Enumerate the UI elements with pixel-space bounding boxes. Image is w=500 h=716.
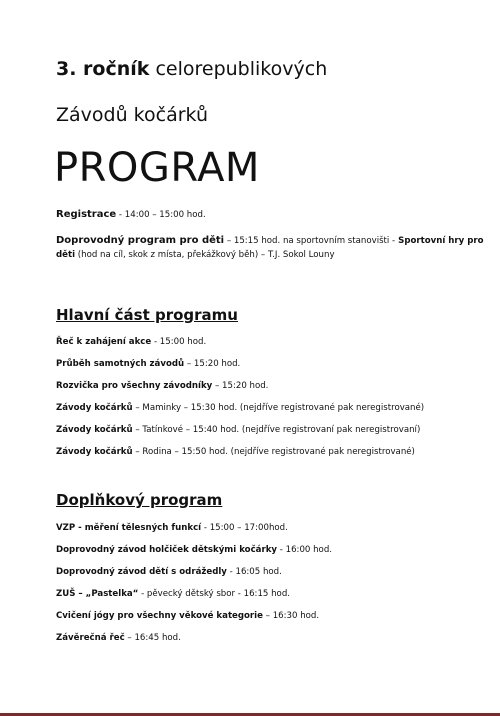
supporting-label: Doprovodný program pro děti: [56, 235, 225, 246]
supporting-games: Sportovní hry pro: [395, 236, 484, 246]
list-item: [56, 381, 268, 391]
item-label: ZUŠ – „Pastelka“: [56, 589, 139, 599]
item-text: – 16:45 hod.: [124, 633, 181, 643]
item-label: VZP - měření tělesných funkcí: [56, 523, 202, 533]
registration-line: [56, 209, 206, 220]
supporting-line2-rest: (hod na cíl, skok z místa, překážkový běh) – T.J. Sokol Louny: [75, 250, 335, 260]
item-label: Řeč k zahájení akce: [56, 337, 152, 347]
item-text: - 15:00 hod.: [151, 337, 207, 347]
item-label: Závody kočárků: [56, 403, 133, 413]
item-label: Doprovodný závod dětí s odrážedly: [56, 567, 227, 577]
registration-time: - 14:00 – 15:00 hod.: [116, 210, 206, 220]
supporting-program-line-1: [56, 235, 484, 246]
item-text: – Maminky – 15:30 hod. (nejdříve registrované pak neregistrované): [132, 403, 425, 413]
item-text: – Rodina – 15:50 hod. (nejdříve registrované pak neregistrované): [132, 447, 415, 457]
item-label: Cvičení jógy pro všechny věkové kategorie: [56, 611, 263, 621]
edition-title: [56, 58, 327, 80]
registration-label: Registrace: [56, 209, 117, 220]
item-label: Doprovodný závod holčiček dětskými kočárky: [56, 545, 278, 555]
item-text: – 15:20 hod.: [184, 359, 241, 369]
supporting-program-line-2: [56, 250, 335, 260]
item-text: - 16:05 hod.: [226, 567, 282, 577]
program-title: PROGRAM: [54, 145, 260, 191]
list-item: [56, 359, 240, 369]
event-subtitle: Závodů kočárků: [56, 104, 208, 126]
item-text: – 15:20 hod.: [212, 381, 269, 391]
list-item: [56, 611, 319, 621]
item-label: Závody kočárků: [56, 425, 133, 435]
list-item: [56, 567, 282, 577]
list-item: [56, 403, 424, 413]
main-section-heading: Hlavní část programu: [56, 306, 238, 324]
item-text: - 15:00 – 17:00hod.: [201, 523, 288, 533]
list-item: [56, 447, 415, 457]
list-item: [56, 589, 290, 599]
list-item: [56, 523, 288, 533]
supporting-time: – 15:15 hod. na sportovním stanovišti -: [224, 236, 396, 246]
item-label: Průběh samotných závodů: [56, 359, 185, 369]
item-text: – 16:30 hod.: [262, 611, 320, 621]
extra-section-heading: Doplňkový program: [56, 491, 223, 509]
edition-number: 3. ročník: [56, 58, 150, 80]
edition-rest: celorepublikových: [149, 58, 328, 80]
list-item: [56, 337, 206, 347]
item-label: Závěrečná řeč: [56, 633, 125, 643]
item-label: Rozvička pro všechny závodníky: [56, 381, 213, 391]
supporting-line2-bold: děti: [56, 250, 76, 260]
list-item: [56, 425, 420, 435]
item-label: Závody kočárků: [56, 447, 133, 457]
item-text: – Tatínkové – 15:40 hod. (nejdříve registrovaní pak neregistrovaní): [132, 425, 421, 435]
item-text: - 16:00 hod.: [277, 545, 332, 555]
list-item: [56, 545, 332, 555]
item-text: - pěvecký dětský sbor - 16:15 hod.: [138, 589, 291, 599]
list-item: [56, 633, 181, 643]
